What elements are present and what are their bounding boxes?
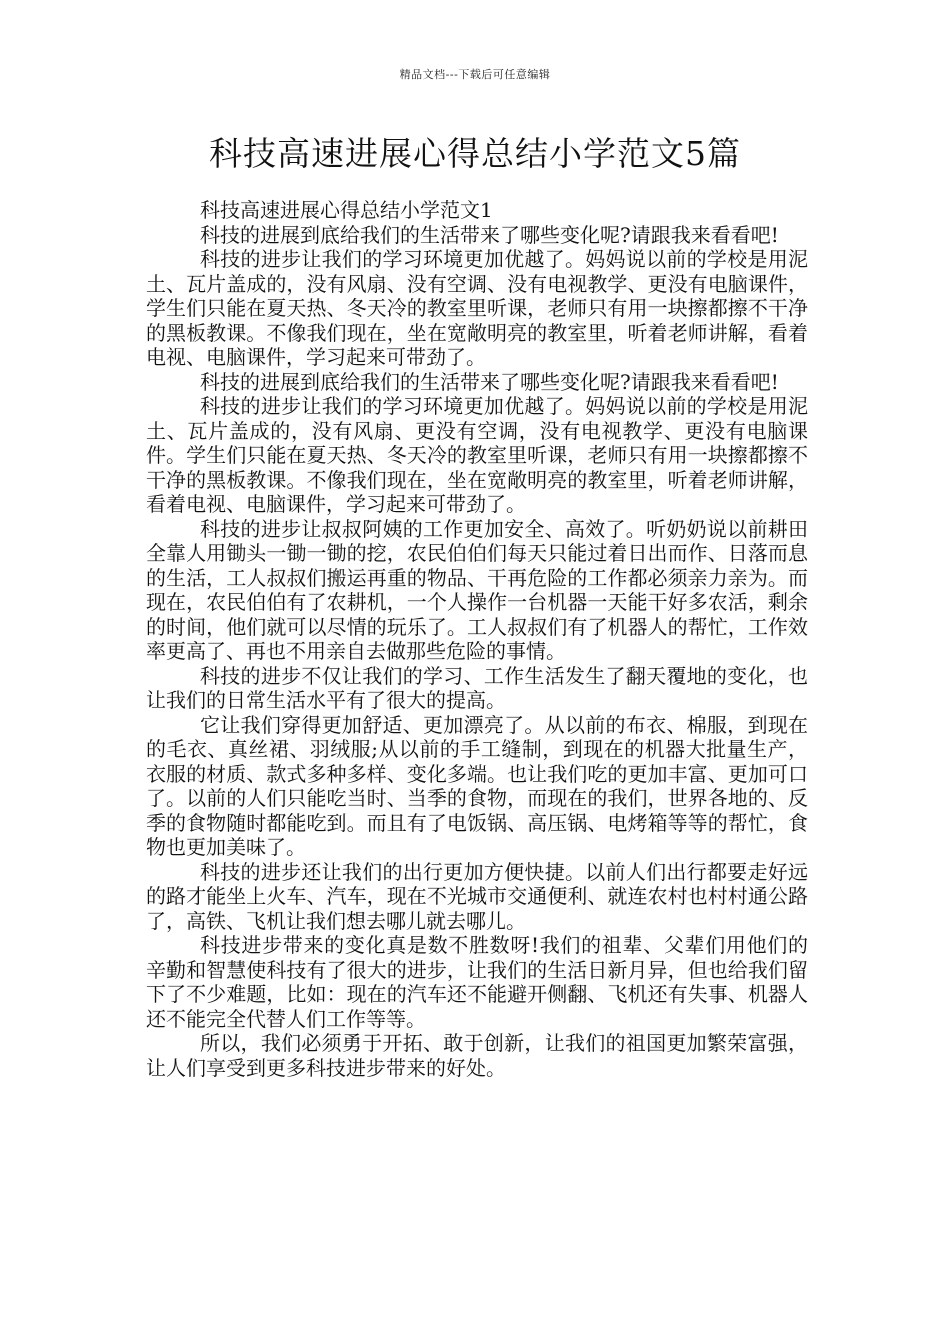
paragraph: 科技的进步让我们的学习环境更加优越了。妈妈说以前的学校是用泥土、瓦片盖成的，没有风扇、没有空调、没有电视教学、更没有电脑课件，学生们只能在夏天热、冬天冷的教室里听课，老师只有用一块擦都擦不干净的黑板教课。不像我们现在，坐在宽敞明亮的教室里，听着老师讲解，看着电视、电脑课件，学习起来可带劲了。 bbox=[146, 247, 808, 369]
paragraph: 科技进步带来的变化真是数不胜数呀!我们的祖辈、父辈们用他们的辛勤和智慧使科技有了很大的进步，让我们的生活日新月异，但也给我们留下了不少难题，比如：现在的汽车还不能避开侧翻、飞机还有失事、机器人还不能完全代替人们工作等等。 bbox=[146, 933, 808, 1031]
paragraph: 科技的进步不仅让我们的学习、工作生活发生了翻天覆地的变化，也让我们的日常生活水平有了很大的提高。 bbox=[146, 663, 808, 712]
paragraph: 科技的进展到底给我们的生活带来了哪些变化呢?请跟我来看看吧! bbox=[200, 222, 779, 247]
paragraph: 科技的进步还让我们的出行更加方便快捷。以前人们出行都要走好远的路才能坐上火车、汽车，现在不光城市交通便利、就连农村也村村通公路了，高铁、飞机让我们想去哪儿就去哪儿。 bbox=[146, 859, 808, 933]
paragraph: 科技的进步让我们的学习环境更加优越了。妈妈说以前的学校是用泥土、瓦片盖成的，没有风扇、更没有空调，没有电视教学、更没有电脑课件。学生们只能在夏天热、冬天冷的教室里听课，老师只有用一块擦都擦不干净的黑板教课。不像我们现在，坐在宽敞明亮的教室里，听着老师讲解，看着电视、电脑课件，学习起来可带劲了。 bbox=[146, 394, 808, 516]
paragraph: 科技的进步让叔叔阿姨的工作更加安全、高效了。听奶奶说以前耕田全靠人用锄头一锄一锄的挖，农民伯伯们每天只能过着日出而作、日落而息的生活，工人叔叔们搬运再重的物品、干再危险的工作都必须亲力亲为。而现在，农民伯伯有了农耕机，一个人操作一台机器一天能干好多农活，剩余的时间，他们就可以尽情的玩乐了。工人叔叔们有了机器人的帮忙，工作效率更高了、再也不用亲自去做那些危险的事情。 bbox=[146, 516, 808, 663]
document-title: 科技高速进展心得总结小学范文5篇 bbox=[209, 134, 741, 173]
paragraph: 科技的进展到底给我们的生活带来了哪些变化呢?请跟我来看看吧! bbox=[200, 369, 779, 394]
paragraph: 它让我们穿得更加舒适、更加漂亮了。从以前的布衣、棉服，到现在的毛衣、真丝裙、羽绒服;从以前的手工缝制，到现在的机器大批量生产，衣服的材质、款式多种多样、变化多端。也让我们吃的更加丰富、更加可口了。以前的人们只能吃当时、当季的食物，而现在的我们，世界各地的、反季的食物随时都能吃到。而且有了电饭锅、高压锅、电烤箱等等的帮忙，食物也更加美味了。 bbox=[146, 712, 808, 859]
paragraph: 所以，我们必须勇于开拓、敢于创新，让我们的祖国更加繁荣富强，让人们享受到更多科技进步带来的好处。 bbox=[146, 1031, 808, 1080]
document-body bbox=[146, 198, 808, 1080]
header-note: 精品文档---下载后可任意编辑 bbox=[399, 68, 551, 81]
section-title: 科技高速进展心得总结小学范文1 bbox=[200, 198, 493, 222]
